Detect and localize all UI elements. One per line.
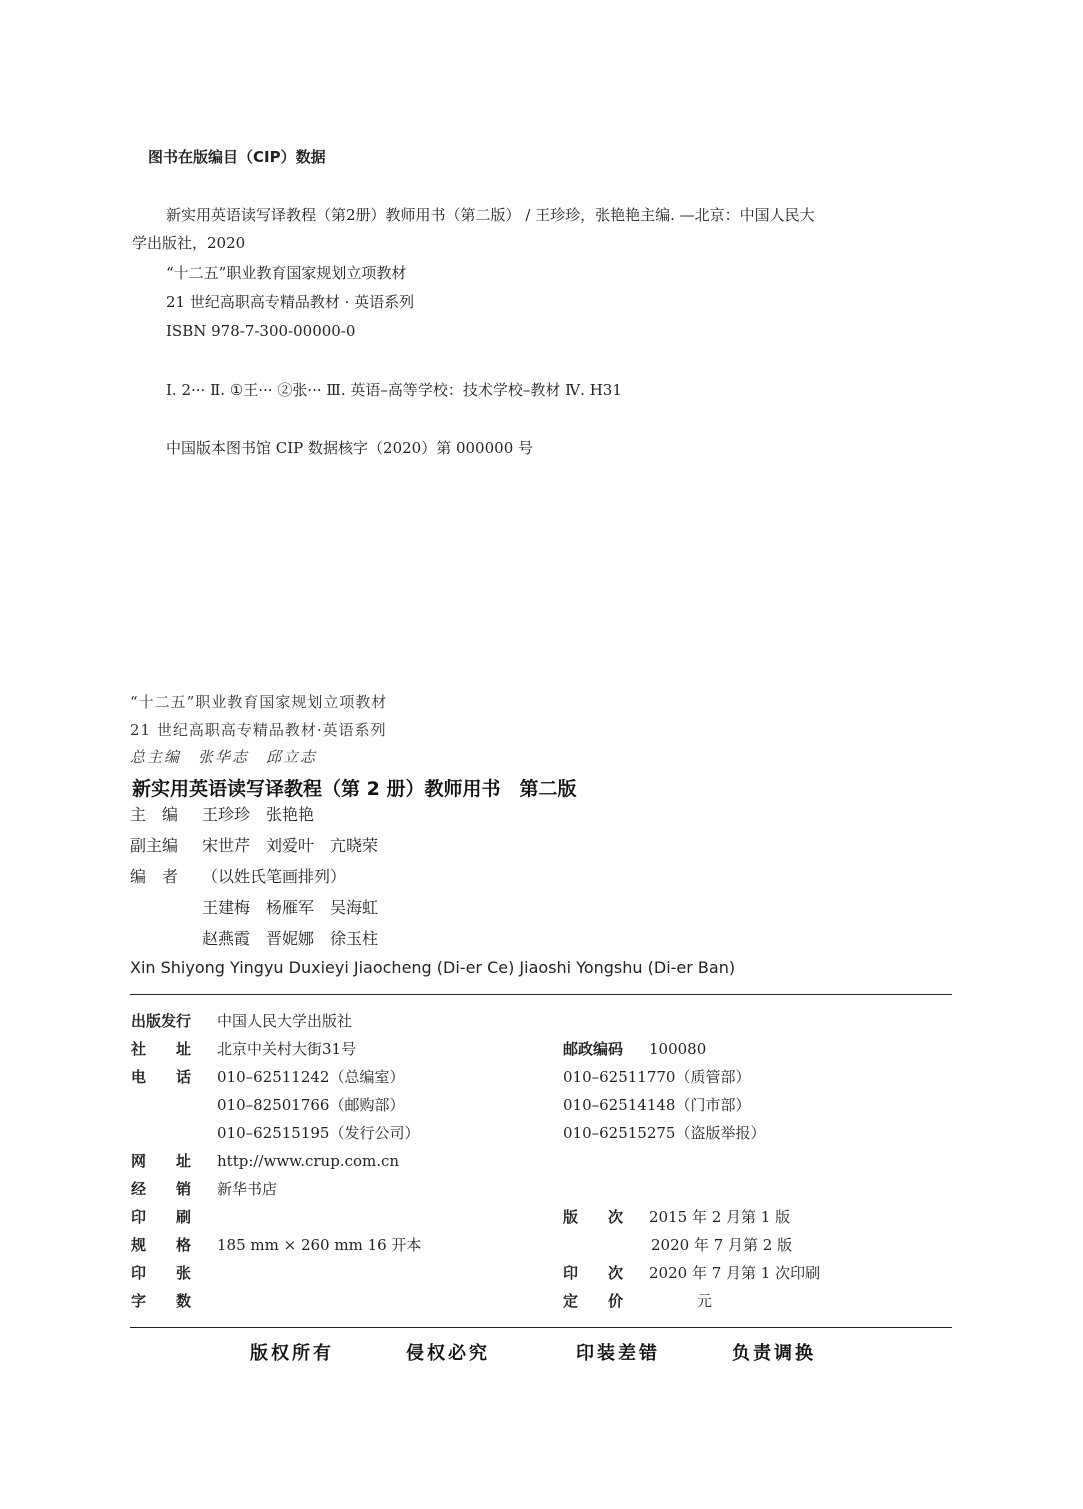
credit-editor xyxy=(130,802,314,825)
cip-line-series2: 21 世纪高职高专精品教材 · 英语系列 xyxy=(166,293,415,311)
book-title: 新实用英语读写译教程（第 2 册）教师用书 第二版 xyxy=(132,778,577,800)
pub-word-count-label: 字 数 xyxy=(131,1292,192,1310)
pub-postcode-label: 邮政编码 xyxy=(563,1040,624,1058)
pub-distributor-value: 新华书店 xyxy=(217,1180,278,1198)
pub-address xyxy=(131,1038,356,1059)
pub-distributor xyxy=(131,1178,277,1199)
pub-website xyxy=(131,1150,399,1171)
series-line-2: 21 世纪高职高专精品教材·英语系列 xyxy=(130,721,387,739)
pub-address-value: 北京中关村大街31号 xyxy=(217,1040,357,1058)
chief-editors: 总主编 张华志 邱立志 xyxy=(130,748,318,766)
credit-authors-row-1: 王建梅 杨雁军 吴海虹 xyxy=(202,898,379,917)
pub-address-label: 社 址 xyxy=(131,1040,192,1058)
pub-printer-label: 印 刷 xyxy=(131,1208,192,1226)
pub-postcode-value: 100080 xyxy=(649,1040,707,1058)
cip-record-number: 中国版本图书馆 CIP 数据核字（2020）第 000000 号 xyxy=(166,439,534,457)
pub-edition-1: 2015 年 2 月第 1 版 xyxy=(649,1208,791,1226)
pub-phone-5: 010–62514148（门市部） xyxy=(563,1096,751,1114)
series-line-1: “十二五”职业教育国家规划立项教材 xyxy=(130,693,388,711)
credit-authors-row-2: 赵燕霞 晋妮娜 徐玉柱 xyxy=(202,929,379,948)
pub-word-count xyxy=(131,1290,217,1311)
pub-sheets-label: 印 张 xyxy=(131,1264,192,1282)
pub-sheets xyxy=(131,1262,217,1283)
pub-phone-3: 010–62515195（发行公司） xyxy=(217,1124,420,1142)
pub-phone-label: 电 话 xyxy=(131,1068,192,1086)
pub-phone-6: 010–62515275（盗版举报） xyxy=(563,1124,766,1142)
pub-impression-label: 印 次 xyxy=(563,1264,624,1282)
pub-phone-2: 010–82501766（邮购部） xyxy=(217,1096,405,1114)
credit-deputy xyxy=(130,833,378,856)
pub-publisher-label: 出版发行 xyxy=(131,1012,192,1030)
pub-website-label: 网 址 xyxy=(131,1152,192,1170)
copyright-2: 侵权必究 xyxy=(406,1343,490,1364)
pub-format-value: 185 mm × 260 mm 16 开本 xyxy=(217,1236,422,1254)
pub-price xyxy=(563,1290,712,1311)
pub-phone-1-value: 010–62511242（总编室） xyxy=(217,1068,405,1086)
pub-price-label: 定 价 xyxy=(563,1292,624,1310)
cip-line-title-cont: 学出版社，2020 xyxy=(132,234,246,252)
pub-impression-value: 2020 年 7 月第 1 次印刷 xyxy=(649,1264,821,1282)
pub-edition xyxy=(563,1206,790,1227)
divider-top xyxy=(130,994,952,995)
pub-postcode xyxy=(563,1038,706,1059)
pub-distributor-label: 经 销 xyxy=(131,1180,192,1198)
pub-publisher xyxy=(131,1010,352,1031)
pub-edition-2: 2020 年 7 月第 2 版 xyxy=(651,1236,793,1254)
credit-deputy-value: 宋世芹 刘爱叶 亢晓荣 xyxy=(202,836,379,855)
cip-line-series1: “十二五”职业教育国家规划立项教材 xyxy=(166,264,407,282)
pinyin-title: Xin Shiyong Yingyu Duxieyi Jiaocheng (Di-er Ce) Jiaoshi Yongshu (Di-er Ban) xyxy=(130,958,736,977)
credit-authors-note: （以姓氏笔画排列） xyxy=(202,867,347,886)
copyright-1: 版权所有 xyxy=(250,1343,334,1364)
pub-phone-1 xyxy=(131,1066,404,1087)
cip-isbn: ISBN 978-7-300-00000-0 xyxy=(166,322,356,340)
pub-publisher-value: 中国人民大学出版社 xyxy=(217,1012,353,1030)
credit-editor-label: 主 编 xyxy=(130,805,179,824)
pub-format xyxy=(131,1234,421,1255)
pub-printer xyxy=(131,1206,217,1227)
cip-line-title: 新实用英语读写译教程（第2册）教师用书（第二版） / 王珍珍，张艳艳主编. —北京：中国人民大 xyxy=(166,206,815,224)
pub-edition-label: 版 次 xyxy=(563,1208,624,1226)
credit-authors-label: 编 者 xyxy=(130,867,179,886)
credit-editor-value: 王珍珍 张艳艳 xyxy=(202,805,315,824)
cip-classification: Ⅰ. 2··· Ⅱ. ①王··· ②张··· Ⅲ. 英语–高等学校：技术学校–教材 Ⅳ. H31 xyxy=(166,381,622,399)
cip-heading: 图书在版编目（CIP）数据 xyxy=(148,148,326,166)
pub-price-value: 元 xyxy=(697,1292,713,1310)
pub-impression xyxy=(563,1262,820,1283)
pub-format-label: 规 格 xyxy=(131,1236,192,1254)
copyright-4: 负责调换 xyxy=(732,1343,816,1364)
pub-website-value: http://www.crup.com.cn xyxy=(217,1152,400,1170)
divider-bottom xyxy=(130,1327,952,1328)
copyright-3: 印装差错 xyxy=(576,1343,660,1364)
credit-deputy-label: 副主编 xyxy=(130,836,179,855)
pub-phone-4: 010–62511770（质管部） xyxy=(563,1068,751,1086)
credit-authors xyxy=(130,864,346,887)
